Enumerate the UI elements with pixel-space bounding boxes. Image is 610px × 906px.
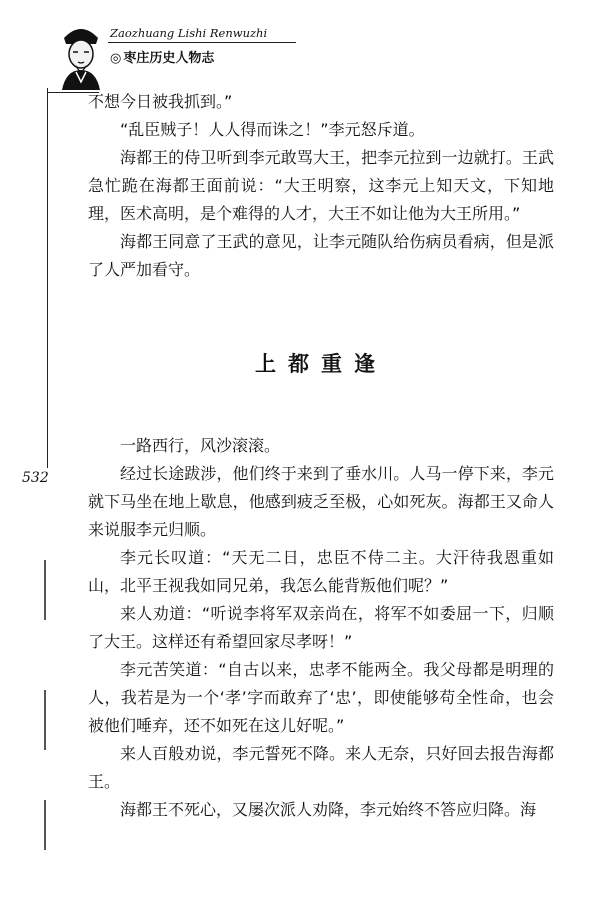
series-title-cn-text: 枣庄历史人物志 xyxy=(123,51,215,66)
paragraph: 来人百般劝说，李元誓死不降。来人无奈，只好回去报告海都王。 xyxy=(88,744,554,791)
portrait-icon xyxy=(58,20,104,90)
paragraph: 李元苦笑道：“自古以来，忠孝不能两全。我父母都是明理的人，我若是为一个‘孝’字而敢弃了‘忠’，即使能够苟全性命，也会被他们唾弃，还不如死在这儿好呢。” xyxy=(88,660,554,735)
paragraph: 海都王同意了王武的意见，让李元随队给伤病员看病，但是派了人严加看守。 xyxy=(88,232,554,279)
paragraph: 经过长途跋涉，他们终于来到了垂水川。人马一停下来，李元就下马坐在地上歇息，他感到疲乏至极，心如死灰。海都王又命人来说服李元归顺。 xyxy=(88,464,554,539)
spacer xyxy=(88,284,554,342)
paragraph: 一路西行，风沙滚滚。 xyxy=(120,436,281,455)
page-number: 532 xyxy=(22,470,49,486)
margin-rule xyxy=(47,88,48,468)
circle-mark: ◎ xyxy=(110,51,122,66)
margin-mark xyxy=(44,560,46,620)
paragraph: 李元长叹道：“天无二日，忠臣不侍二主。大汗待我恩重如山，北平王视我如同兄弟，我怎么能背叛他们呢？” xyxy=(88,548,554,595)
paragraph: 不想今日被我抓到。” xyxy=(88,92,233,111)
spacer xyxy=(88,386,554,432)
series-title-cn xyxy=(110,47,214,66)
body-text xyxy=(88,88,554,824)
margin-mark xyxy=(44,690,46,750)
paragraph: 来人劝道：“听说李将军双亲尚在，将军不如委屈一下，归顺了大王。这样还有希望回家尽孝呀！” xyxy=(88,604,554,651)
paragraph: 海都王的侍卫听到李元敢骂大王，把李元拉到一边就打。王武急忙跪在海都王面前说：“大王明察，这李元上知天文，下知地理，医术高明，是个难得的人才，大王不如让他为大王所用。” xyxy=(88,148,554,223)
paragraph: 海都王不死心，又屡次派人劝降，李元始终不答应归降。海 xyxy=(120,800,537,819)
section-title: 上都重逢 xyxy=(255,352,387,376)
header-rule xyxy=(108,42,296,43)
series-title-en: Zaozhuang Lishi Renwuzhi xyxy=(110,26,268,40)
margin-mark xyxy=(44,800,46,850)
paragraph: “乱臣贼子！人人得而诛之！”李元怒斥道。 xyxy=(120,120,425,139)
